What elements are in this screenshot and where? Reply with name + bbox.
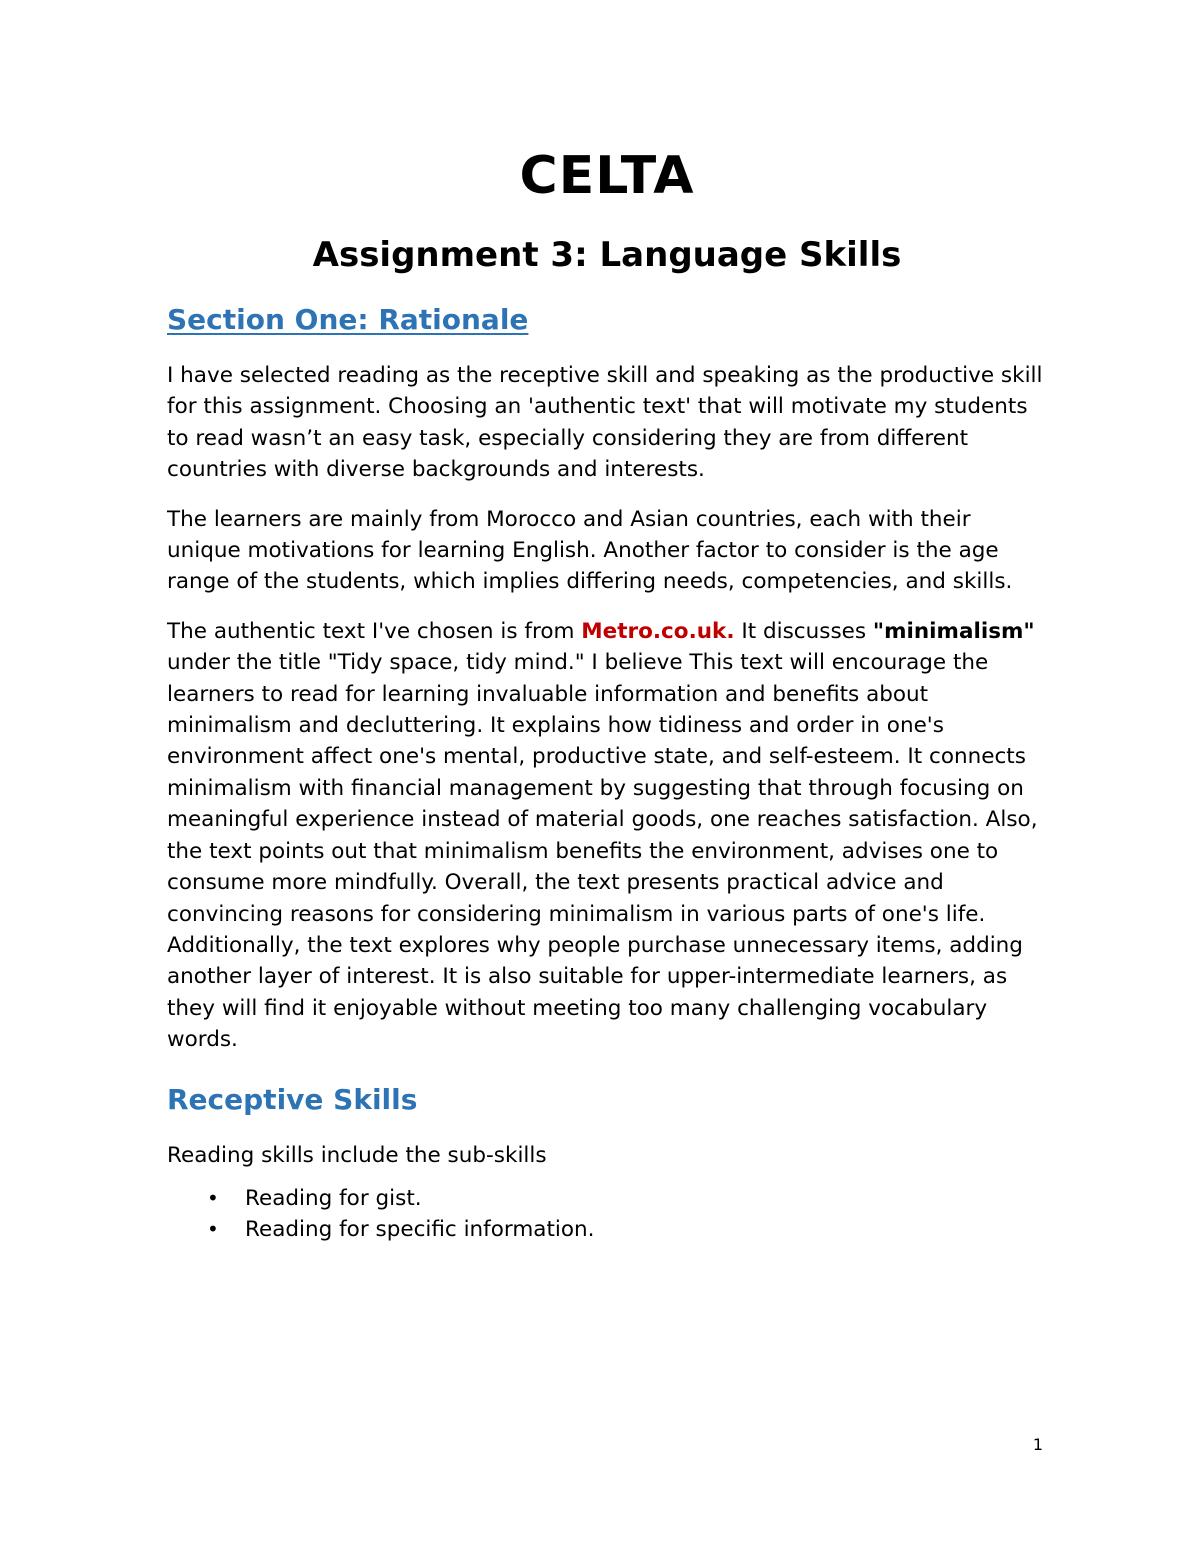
page-content bbox=[167, 138, 1047, 1246]
rationale-paragraph-1: I have selected reading as the receptive skill and speaking as the productive skill for this assignment. Choosing an 'authentic text' that will motivate my students to read wasn’t an easy task, especially considering they are from different countries with diverse backgrounds and interests. bbox=[167, 363, 1043, 483]
page-number: 1 bbox=[1032, 1435, 1043, 1454]
paragraph-text: It discusses bbox=[734, 618, 873, 644]
section-one-heading: Section One: Rationale bbox=[167, 303, 529, 336]
list-item-text: Reading for specific information. bbox=[245, 1217, 595, 1243]
rationale-paragraph-3 bbox=[167, 616, 1047, 1056]
list-item bbox=[167, 1214, 1047, 1245]
receptive-skills-heading: Receptive Skills bbox=[167, 1082, 418, 1116]
document-title: CELTA bbox=[519, 146, 695, 206]
sub-skills-list bbox=[167, 1183, 1047, 1246]
paragraph-text: under the title "Tidy space, tidy mind." I believe This text will encourage the learners to read for learning invaluable information and benefits about minimalism and decluttering. It explains how tidiness and order in one's environment affect one's mental, productive state, and self-esteem. It connects minimalism with financial management by suggesting that through focusing on meaningful experience instead of material goods, one reaches satisfaction. Also, the text points out that minimalism benefits the environment, advises one to consume more mindfully. Overall, the text presents practical advice and convincing reasons for considering minimalism in various parts of one's life. Additionally, the text explores why people purchase unnecessary items, adding another layer of interest. It is also suitable for upper-intermediate learners, as they will find it enjoyable without meeting too many challenging vocabulary words. bbox=[167, 650, 1038, 1053]
receptive-skills-intro: Reading skills include the sub-skills bbox=[167, 1142, 547, 1168]
bullet-icon: • bbox=[207, 1185, 219, 1210]
rationale-paragraph-2: The learners are mainly from Morocco and Asian countries, each with their unique motivations for learning English. Another factor to consider is the age range of the students, which implies differing needs, competencies, and skills. bbox=[167, 506, 1013, 595]
list-item-text: Reading for gist. bbox=[245, 1185, 422, 1211]
list-item bbox=[167, 1183, 1047, 1214]
document-subtitle: Assignment 3: Language Skills bbox=[312, 235, 902, 275]
topic-term: "minimalism" bbox=[872, 618, 1035, 644]
paragraph-text: The authentic text I've chosen is from bbox=[167, 618, 582, 644]
bullet-icon: • bbox=[207, 1217, 219, 1242]
source-name: Metro.co.uk. bbox=[581, 618, 735, 644]
